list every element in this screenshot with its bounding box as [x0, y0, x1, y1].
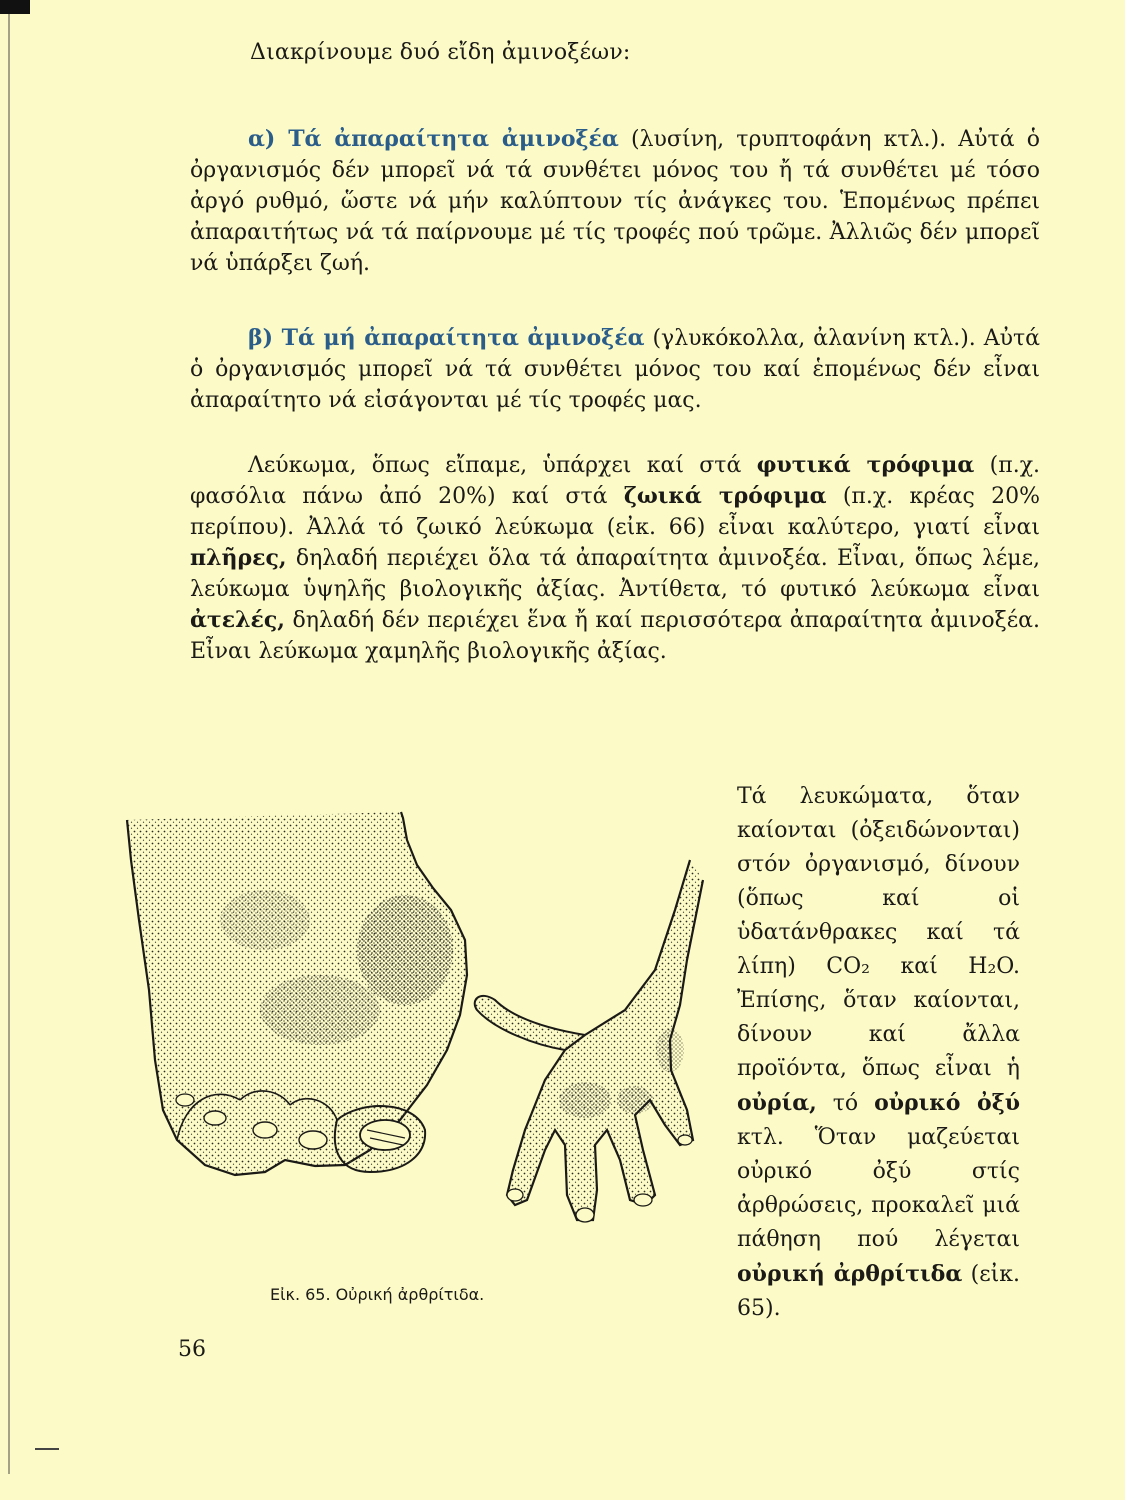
text-run: Λεύκωμα, ὅπως εἴπαμε, ὑπάρχει καί στά [248, 453, 757, 478]
text-run: Τά λευκώματα, ὅταν καίονται (ὀξειδώνονται) στόν ὀργανισμό, δίνουν (ὅπως καί οἱ ὑδατάνθρακες καί τά λίπη) CO₂ καί H₂O. Ἐπίσης, ὅταν καίονται, δίνουν καί ἄλλα προϊόντα, ὅπως εἶναι ἡ [737, 784, 1020, 1081]
paragraph-essential-amino-acids [190, 124, 1040, 279]
term-urea: οὐρία, [737, 1090, 817, 1116]
heading-essential: α) Τά ἀπαραίτητα ἀμινοξέα [248, 126, 619, 152]
gout-illustration [115, 800, 705, 1265]
foot-drawing [127, 812, 467, 1175]
term-uric-acid: οὐρικό ὀξύ [874, 1090, 1020, 1116]
text-run: δηλαδή δέν περιέχει ἕνα ἤ καί περισσότερα ἀπαραίτητα ἀμινοξέα. Εἶναι λεύκωμα χαμηλῆς βιολογικῆς ἀξίας. [190, 608, 1040, 664]
term-gout: οὐρική ἀρθρίτιδα [737, 1261, 963, 1287]
text-run: (εἰκ. 65). [737, 1262, 1021, 1321]
side-column-text [737, 780, 1020, 1326]
text-run: τό [816, 1091, 875, 1116]
term-animal-foods: ζωικά τρόφιμα [623, 483, 827, 509]
heading-nonessential: β) Τά μή ἀπαραίτητα ἀμινοξέα [248, 325, 645, 351]
figure-caption: Εἰκ. 65. Οὐρική ἀρθρίτιδα. [270, 1285, 485, 1304]
text-run: κτλ. Ὅταν μαζεύεται οὐρικό ὀξύ στίς ἀρθρώσεις, προκαλεῖ μιά πάθηση πού λέγεται [737, 1125, 1020, 1252]
text-run: δηλαδή περιέχει ὅλα τά ἀπαραίτητα ἀμινοξέα. Εἶναι, ὅπως λέμε, λεύκωμα ὑψηλῆς βιολογικῆς ἀξίας. Ἀντίθετα, τό φυτικό λεύκωμα εἶναι [190, 546, 1040, 602]
text-run: (π.χ. κρέας 20% περίπου). Ἀλλά τό ζωικό λεύκωμα (εἰκ. 66) εἶναι καλύτερο, γιατί εἶναι [190, 484, 1040, 540]
page-number: 56 [178, 1337, 206, 1362]
paragraph-text: (γλυκόκολλα, ἀλανίνη κτλ.). Αὐτά ὁ ὀργανισμός μπορεῖ νά τά συνθέτει μόνος του καί ἑπομένως δέν εἶναι ἀπαραίτητο νά εἰσάγονται μέ τίς τροφές μας. [190, 326, 1041, 413]
text-run: (π.χ. φασόλια πάνω ἀπό 20%) καί στά [190, 453, 1041, 509]
term-complete: πλῆρες, [190, 545, 287, 571]
paragraph-text: (λυσίνη, τρυπτοφάνη κτλ.). Αὐτά ὁ ὀργανισμός δέν μπορεῖ νά τά συνθέτει μόνος του ἤ τά συνθέτει μέ τόσο ἀργό ρυθμό, ὥστε νά μήν καλύπτουν τίς ἀνάγκες του. Ἑπομένως πρέπει ἀπαραιτήτως νά τά παίρνουμε μέ τίς τροφές πού τρῶμε. Ἀλλιῶς δέν μπορεῖ νά ὑπάρξει ζωή. [190, 127, 1040, 276]
intro-line: Διακρίνουμε δυό εἴδη ἀμινοξέων: [250, 40, 631, 65]
paragraph-nonessential-amino-acids [190, 323, 1040, 416]
term-plant-foods: φυτικά τρόφιμα [756, 452, 975, 478]
term-incomplete: ἀτελές, [190, 607, 285, 633]
paragraph-protein-sources [190, 450, 1040, 667]
hand-drawing [475, 860, 703, 1222]
